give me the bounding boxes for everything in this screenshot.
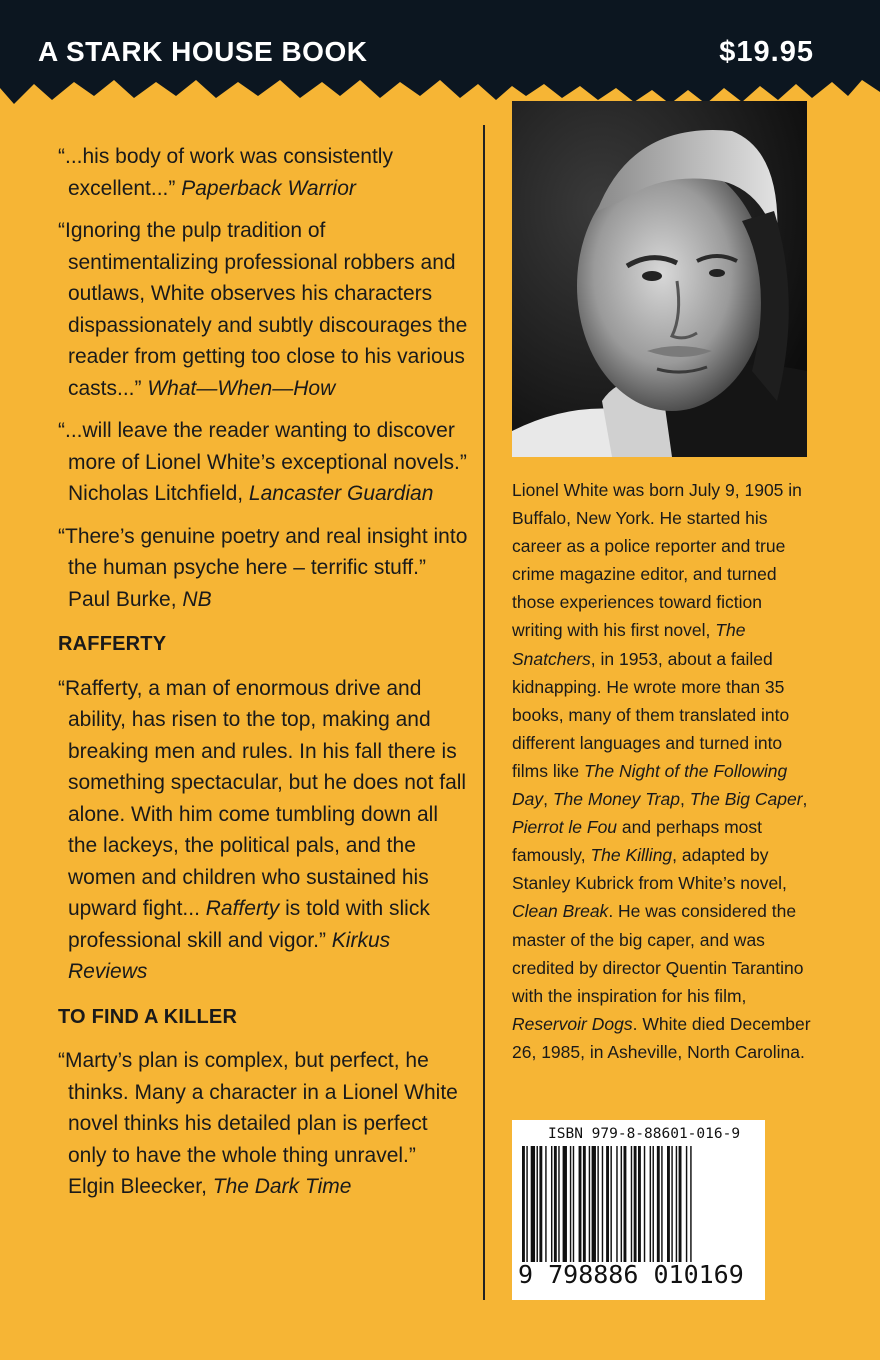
film-title: The Big Caper	[689, 789, 803, 810]
author-bio	[512, 476, 812, 1066]
barcode-bar	[616, 1146, 617, 1262]
quote-source: The Dark Time	[212, 1175, 352, 1198]
barcode-bar	[573, 1146, 574, 1262]
bio-text: , in 1953, about a failed kidnapping. He wrote more than 35 books, many of them translated into different languages and turned into films like	[512, 648, 790, 781]
barcode-bar	[686, 1146, 687, 1262]
film-title: The Killing	[590, 845, 673, 866]
film-title: Reservoir Dogs	[512, 1013, 633, 1034]
barcode-bar	[545, 1146, 546, 1262]
barcode-bar	[537, 1146, 538, 1262]
barcode-bar	[650, 1146, 651, 1262]
barcode-bar	[531, 1146, 535, 1262]
barcode-bar	[583, 1146, 586, 1262]
book-title: Clean Break	[512, 901, 609, 922]
quote-text: is told with slick professional skill and vigor.”	[68, 897, 430, 952]
barcode-bar	[624, 1146, 627, 1262]
review-quote	[58, 521, 468, 616]
quote-text: “...will leave the reader wanting to discover more of Lionel White’s exceptional novels.” Nicholas Litchfield,	[58, 419, 467, 505]
quote-text: “Marty’s plan is complex, but perfect, he thinks. Many a character in a Lionel White novel thinks his detailed plan is perfect only to have the whole thing unravel.” Elgin Bleecker,	[58, 1049, 458, 1198]
isbn-barcode	[512, 1120, 765, 1300]
barcode-bar	[653, 1146, 654, 1262]
quote-text: “Rafferty, a man of enormous drive and ability, has risen to the top, making and breaking men and rules. In his fall there is something spectacular, but he does not fall alone. With him come tumbling down all the lackeys, the political pals, and the women and children who sustained his upward fight...	[58, 676, 467, 920]
price: $19.95	[719, 36, 814, 68]
book-title: Rafferty	[205, 897, 280, 920]
quote-source: Kirkus Reviews	[68, 928, 391, 983]
bio-text: ,	[802, 789, 808, 810]
review-quote	[58, 673, 468, 988]
bio-text: and perhaps most famously,	[512, 817, 762, 866]
barcode-bar	[657, 1146, 660, 1262]
film-title: Pierrot le Fou	[512, 817, 618, 838]
barcode-bar	[679, 1146, 682, 1262]
barcode-bar	[554, 1146, 557, 1262]
quote-source: Paperback Warrior	[181, 176, 356, 200]
bio-text: ,	[543, 789, 553, 810]
barcode-bar	[631, 1146, 632, 1262]
author-photo	[512, 101, 807, 457]
barcode-bar	[563, 1146, 567, 1262]
section-heading-rafferty: RAFFERTY	[58, 633, 167, 655]
barcode-bar	[661, 1146, 662, 1262]
barcode-icon	[522, 1146, 755, 1262]
barcode-bar	[638, 1146, 641, 1262]
quote-source: Lancaster Guardian	[248, 482, 434, 505]
barcode-bar	[592, 1146, 596, 1262]
quote-text: “Ignoring the pulp tradition of sentimentalizing professional robbers and outlaws, White observes his characters dispassionately and subtly discourages the reader from getting too close to his various casts...”	[58, 219, 468, 400]
barcode-bar	[634, 1146, 637, 1262]
quote-text: “...his body of work was consistently excellent...”	[58, 145, 393, 200]
quote-source: NB	[182, 587, 212, 611]
barcode-bar	[570, 1146, 571, 1262]
barcode-bar	[558, 1146, 559, 1262]
bio-text: Lionel White was born July 9, 1905 in Buffalo, New York. He started his career as a police reporter and true crime magazine editor, and turned those experiences toward fiction writing with his first novel,	[512, 480, 802, 641]
barcode-bar	[589, 1146, 590, 1262]
quote-text: “There’s genuine poetry and real insight into the human psyche here – terrific stuff.” Paul Burke,	[58, 524, 468, 611]
barcode-bar	[597, 1146, 598, 1262]
barcode-bar	[671, 1146, 672, 1262]
film-title: The Night of the Following Day	[512, 760, 788, 810]
barcode-bar	[621, 1146, 622, 1262]
barcode-bar	[539, 1146, 542, 1262]
publisher-imprint: A STARK HOUSE BOOK	[38, 36, 368, 67]
barcode-bar	[676, 1146, 677, 1262]
bio-text: , adapted by Stanley Kubrick from White’s novel,	[512, 845, 787, 894]
bio-text: . White died December 26, 1985, in Asheville, North Carolina.	[512, 1013, 811, 1062]
film-title: The Money Trap	[552, 789, 680, 810]
barcode-digits: 9 798886 010169	[518, 1260, 744, 1289]
barcode-bar	[644, 1146, 645, 1262]
bio-text: ,	[679, 789, 690, 810]
bio-text: . He was considered the master of the big caper, and was credited by director Quentin Tarantino with the inspiration for his film,	[512, 901, 804, 1006]
barcode-bar	[610, 1146, 611, 1262]
review-quote	[58, 415, 468, 510]
barcode-bar	[606, 1146, 609, 1262]
barcode-bar	[579, 1146, 582, 1262]
isbn-label: ISBN 979-8-88601-016-9	[548, 1126, 741, 1142]
barcode-bar	[667, 1146, 670, 1262]
barcode-bar	[522, 1146, 525, 1262]
barcode-bar	[551, 1146, 552, 1262]
quote-source: What—When—How	[147, 376, 336, 400]
column-divider	[483, 125, 485, 1300]
barcode-bar	[602, 1146, 603, 1262]
barcode-bar	[690, 1146, 691, 1262]
review-quote	[58, 215, 468, 404]
barcode-bar	[526, 1146, 527, 1262]
review-quote	[58, 141, 468, 204]
review-quotes-column	[58, 141, 468, 1214]
section-heading-to-find-a-killer: TO FIND A KILLER	[58, 1005, 238, 1028]
book-title: The Snatchers	[512, 620, 746, 669]
review-quote	[58, 1045, 468, 1203]
